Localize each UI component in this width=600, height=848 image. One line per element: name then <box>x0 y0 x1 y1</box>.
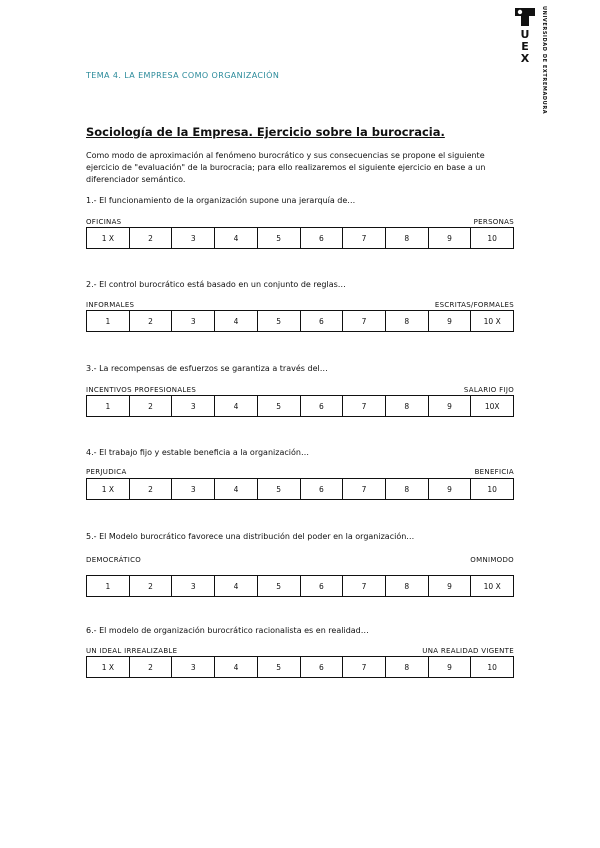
scale-cell[interactable]: 6 <box>300 657 343 677</box>
rating-scale <box>86 656 514 678</box>
page-title: Sociología de la Empresa. Ejercicio sobre la burocracia. <box>86 125 445 139</box>
scale-cell[interactable]: 9 <box>428 479 471 499</box>
question-6 <box>86 626 516 672</box>
scale-cell[interactable]: 10 <box>470 657 513 677</box>
scale-cell[interactable]: 6 <box>300 396 343 416</box>
logo-letter-e: E <box>521 40 529 53</box>
scale-cell[interactable]: 8 <box>385 228 428 248</box>
scale-right-label: UNA REALIDAD VIGENTE <box>422 647 514 655</box>
scale-cell[interactable]: 9 <box>428 396 471 416</box>
scale-cell[interactable]: 6 <box>300 228 343 248</box>
question-2 <box>86 280 516 326</box>
rating-scale <box>86 478 514 500</box>
scale-cell[interactable]: 10 X <box>470 311 513 331</box>
scale-left-label: PERJUDICA <box>86 468 127 476</box>
rating-scale <box>86 310 514 332</box>
scale-cell[interactable]: 4 <box>214 311 257 331</box>
scale-cell[interactable]: 1 X <box>101 484 114 494</box>
scale-cell[interactable]: 7 <box>342 479 385 499</box>
scale-cell[interactable]: 8 <box>385 479 428 499</box>
question-text: 6.- El modelo de organización burocrático racionalista es en realidad… <box>86 626 369 635</box>
scale-cell[interactable]: 7 <box>342 576 385 596</box>
scale-cell[interactable]: 2 <box>129 479 172 499</box>
scale-cell[interactable]: 4 <box>214 576 257 596</box>
scale-cell[interactable]: 5 <box>257 657 300 677</box>
scale-cell[interactable]: 3 <box>171 228 214 248</box>
scale-right-label: SALARIO FIJO <box>463 386 514 394</box>
scale-left-label: DEMOCRÁTICO <box>86 556 142 564</box>
scale-cell[interactable]: 6 <box>300 576 343 596</box>
scale-cell[interactable]: 4 <box>214 396 257 416</box>
scale-cell[interactable]: 1 X <box>101 662 114 672</box>
question-1 <box>86 196 516 243</box>
scale-right-label: OMNIMODO <box>470 556 514 564</box>
scale-cell[interactable]: 10 <box>470 479 513 499</box>
scale-left-label: INFORMALES <box>86 301 135 309</box>
scale-cell[interactable]: 2 <box>129 228 172 248</box>
scale-cell[interactable]: 6 <box>300 479 343 499</box>
scale-cell[interactable]: 8 <box>385 576 428 596</box>
rating-scale <box>86 227 514 249</box>
question-text: 4.- El trabajo fijo y estable beneficia a la organización… <box>86 448 309 457</box>
scale-cell[interactable]: 1 X <box>101 233 114 243</box>
scale-cell[interactable]: 6 <box>300 311 343 331</box>
scale-cell[interactable]: 4 <box>214 479 257 499</box>
question-5 <box>86 532 516 591</box>
rating-scale <box>86 395 514 417</box>
scale-cell[interactable]: 7 <box>342 228 385 248</box>
scale-cell[interactable]: 4 <box>214 657 257 677</box>
question-text: 5.- El Modelo burocrático favorece una distribución del poder en la organización… <box>86 532 415 541</box>
scale-cell[interactable]: 9 <box>428 657 471 677</box>
scale-cell[interactable]: 5 <box>257 396 300 416</box>
logo-vertical-text: UNIVERSIDAD DE EXTREMADURA <box>541 6 547 115</box>
scale-cell[interactable]: 7 <box>342 311 385 331</box>
scale-cell[interactable]: 10 <box>470 228 513 248</box>
scale-cell[interactable]: 1 <box>105 581 111 591</box>
scale-cell[interactable]: 8 <box>385 657 428 677</box>
rating-scale <box>86 575 514 597</box>
question-3 <box>86 364 516 411</box>
scale-cell[interactable]: 10 X <box>470 576 513 596</box>
logo-letter-u: U <box>520 28 530 41</box>
scale-cell[interactable]: 3 <box>171 479 214 499</box>
scale-cell[interactable]: 9 <box>428 576 471 596</box>
scale-cell[interactable]: 3 <box>171 311 214 331</box>
scale-cell[interactable]: 9 <box>428 228 471 248</box>
scale-cell[interactable]: 1 <box>105 401 111 411</box>
intro-paragraph: Como modo de aproximación al fenómeno burocrático y sus consecuencias se propone el siguiente ejercicio de "evaluación" de la burocracia; para ello realizaremos el siguiente ejercicio en base a un diferenciador semántico. <box>86 151 486 184</box>
scale-cell[interactable]: 8 <box>385 311 428 331</box>
scale-right-label: ESCRITAS/FORMALES <box>434 301 514 309</box>
scale-cell[interactable]: 3 <box>171 396 214 416</box>
scale-right-label: BENEFICIA <box>474 468 514 476</box>
scale-cell[interactable]: 2 <box>129 396 172 416</box>
logo-letter-x: X <box>520 52 530 65</box>
scale-left-label: OFICINAS <box>86 218 122 226</box>
scale-cell[interactable]: 3 <box>171 576 214 596</box>
scale-left-label: UN IDEAL IRREALIZABLE <box>86 647 178 655</box>
scale-cell[interactable]: 8 <box>385 396 428 416</box>
scale-cell[interactable]: 5 <box>257 479 300 499</box>
scale-cell[interactable]: 5 <box>257 576 300 596</box>
scale-cell[interactable]: 2 <box>129 576 172 596</box>
question-text: 3.- La recompensas de esfuerzos se garantiza a través del… <box>86 364 328 373</box>
scale-left-label: INCENTIVOS PROFESIONALES <box>86 386 197 394</box>
scale-cell[interactable]: 7 <box>342 396 385 416</box>
question-4 <box>86 448 516 494</box>
scale-right-label: PERSONAS <box>473 218 514 226</box>
scale-cell[interactable]: 5 <box>257 228 300 248</box>
scale-cell[interactable]: 2 <box>129 311 172 331</box>
scale-cell[interactable]: 1 <box>105 316 111 326</box>
scale-cell[interactable]: 3 <box>171 657 214 677</box>
scale-cell[interactable]: 4 <box>214 228 257 248</box>
scale-cell[interactable]: 9 <box>428 311 471 331</box>
scale-cell[interactable]: 7 <box>342 657 385 677</box>
question-text: 2.- El control burocrático está basado en un conjunto de reglas… <box>86 280 346 289</box>
page-header: TEMA 4. LA EMPRESA COMO ORGANIZACIÓN <box>86 71 280 80</box>
scale-cell[interactable]: 5 <box>257 311 300 331</box>
scale-cell[interactable]: 2 <box>129 657 172 677</box>
scale-cell[interactable]: 10X <box>470 396 513 416</box>
question-text: 1.- El funcionamiento de la organización supone una jerarquía de… <box>86 196 356 205</box>
